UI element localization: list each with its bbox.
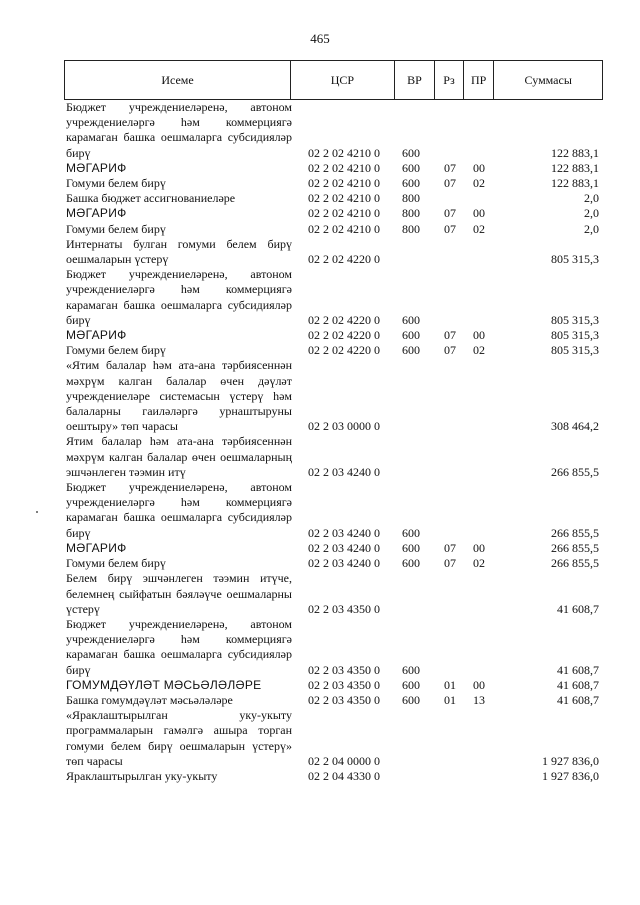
row-pr: 00 xyxy=(473,540,485,555)
row-name: «Яраклаштырылган уку-укыту программаларын гамәлгә ашыра торган гомуми белем бирү оешмаларын үстерү» төп чарасы xyxy=(66,708,292,768)
table-row xyxy=(64,571,603,617)
row-name: Интернаты булган гомуми белем бирү оешмаларын үстерү xyxy=(66,236,292,267)
row-rz: 01 xyxy=(444,677,456,692)
row-name: МӘГАРИФ xyxy=(66,160,127,175)
row-csr: 02 2 02 4210 0 xyxy=(308,145,380,160)
row-csr: 02 2 02 4210 0 xyxy=(308,221,380,236)
row-vr: 800 xyxy=(402,221,420,236)
row-vr: 600 xyxy=(402,525,420,540)
table-row xyxy=(64,617,603,678)
row-name: Бюджет учреждениеләренә, автоном учреждениеләргә һәм коммерциягә карамаган башка оешмаларга субсидияләр бирү xyxy=(66,616,292,677)
row-sum: 805 315,3 xyxy=(551,252,599,267)
header-sum: Суммасы xyxy=(493,61,602,99)
row-csr: 02 2 04 0000 0 xyxy=(308,753,380,768)
row-sum: 2,0 xyxy=(584,221,599,236)
row-name: Гомуми белем бирү xyxy=(66,176,166,191)
table-row xyxy=(64,100,603,161)
row-rz: 01 xyxy=(444,692,456,707)
row-csr: 02 2 03 4240 0 xyxy=(308,464,380,479)
header-pr: ПР xyxy=(463,61,494,99)
row-name: МӘГАРИФ xyxy=(66,328,127,343)
row-csr: 02 2 03 4240 0 xyxy=(308,556,380,571)
table-row xyxy=(64,358,603,434)
table-row xyxy=(64,556,603,571)
row-pr: 00 xyxy=(473,206,485,221)
row-name: Бюджет учреждениеләренә, автоном учреждениеләргә һәм коммерциягә карамаган башка оешмаларга субсидияләр бирү xyxy=(66,267,292,327)
row-csr: 02 2 03 4350 0 xyxy=(308,677,380,692)
row-vr: 600 xyxy=(402,662,420,677)
row-vr: 800 xyxy=(402,206,420,221)
table-row xyxy=(64,708,603,769)
table-row xyxy=(64,206,603,221)
row-sum: 308 464,2 xyxy=(551,419,599,434)
row-vr: 600 xyxy=(402,677,420,692)
row-name: Гомуми белем бирү xyxy=(66,221,166,236)
table-row xyxy=(64,693,603,708)
row-csr: 02 2 03 4350 0 xyxy=(308,662,380,677)
table-header xyxy=(64,60,603,100)
row-sum: 41 608,7 xyxy=(557,601,599,616)
row-name: Башка гомумдәүләт мәсьәләләре xyxy=(66,692,233,707)
row-vr: 600 xyxy=(402,556,420,571)
row-rz: 07 xyxy=(444,206,456,221)
row-name: МӘГАРИФ xyxy=(66,540,127,555)
row-sum: 266 855,5 xyxy=(551,540,599,555)
header-rz: Рз xyxy=(434,61,463,99)
row-name: Ятим балалар һәм ата-ана тәрбиясеннән мәхрүм калган балалар өчен оешмаларның эшчәнлеген тәэмин итү xyxy=(66,434,292,479)
scan-speck xyxy=(36,511,38,513)
row-csr: 02 2 02 4220 0 xyxy=(308,252,380,267)
row-vr: 600 xyxy=(402,343,420,358)
row-csr: 02 2 03 4350 0 xyxy=(308,692,380,707)
row-csr: 02 2 03 4350 0 xyxy=(308,601,380,616)
row-csr: 02 2 02 4210 0 xyxy=(308,191,380,206)
row-sum: 266 855,5 xyxy=(551,464,599,479)
row-rz: 07 xyxy=(444,160,456,175)
row-vr: 600 xyxy=(402,540,420,555)
row-name: Бюджет учреждениеләренә, автоном учреждениеләргә һәм коммерциягә карамаган башка оешмаларга субсидияләр бирү xyxy=(66,480,292,540)
table-row xyxy=(64,769,603,784)
header-name: Исеме xyxy=(161,72,194,87)
page-number: 465 xyxy=(310,31,330,46)
row-rz: 07 xyxy=(444,176,456,191)
row-name: Белем бирү эшчәнлеген тәэмин итүче, белемнең сыйфатын бәяләүче оешмаларны үстерү xyxy=(66,571,292,616)
table-row xyxy=(64,434,603,480)
row-rz: 07 xyxy=(444,343,456,358)
row-csr: 02 2 03 0000 0 xyxy=(308,419,380,434)
row-name: Бюджет учреждениеләренә, автоном учреждениеләргә һәм коммерциягә карамаган башка оешмаларга субсидияләр бирү xyxy=(66,100,292,160)
row-vr: 600 xyxy=(402,692,420,707)
row-vr: 600 xyxy=(402,160,420,175)
table-row xyxy=(64,267,603,328)
row-rz: 07 xyxy=(444,221,456,236)
row-pr: 00 xyxy=(473,160,485,175)
row-sum: 805 315,3 xyxy=(551,312,599,327)
row-sum: 41 608,7 xyxy=(557,692,599,707)
row-rz: 07 xyxy=(444,328,456,343)
table-row xyxy=(64,328,603,343)
row-vr: 600 xyxy=(402,328,420,343)
row-pr: 02 xyxy=(473,221,485,236)
row-name: Гомуми белем бирү xyxy=(66,556,166,571)
row-vr: 600 xyxy=(402,176,420,191)
row-name: МӘГАРИФ xyxy=(66,206,127,221)
row-pr: 02 xyxy=(473,176,485,191)
row-pr: 02 xyxy=(473,343,485,358)
row-csr: 02 2 04 4330 0 xyxy=(308,768,380,783)
row-sum: 1 927 836,0 xyxy=(542,753,599,768)
row-csr: 02 2 03 4240 0 xyxy=(308,525,380,540)
row-vr: 600 xyxy=(402,145,420,160)
row-name: «Ятим балалар һәм ата-ана тәрбиясеннән мәхрүм калган балалар өчен дәүләт учреждениеләре системасын үстерү һәм балаларны гаиләләргә урнаштыруны оештыру» төп чарасы xyxy=(66,358,292,434)
row-pr: 00 xyxy=(473,677,485,692)
row-sum: 2,0 xyxy=(584,191,599,206)
row-vr: 800 xyxy=(402,191,420,206)
table-row xyxy=(64,480,603,541)
table-body xyxy=(64,100,603,784)
row-csr: 02 2 02 4220 0 xyxy=(308,312,380,327)
row-sum: 805 315,3 xyxy=(551,328,599,343)
table-row xyxy=(64,161,603,176)
row-csr: 02 2 02 4220 0 xyxy=(308,328,380,343)
row-csr: 02 2 02 4210 0 xyxy=(308,206,380,221)
row-name: Яраклаштырылган уку-укыту xyxy=(66,768,218,783)
budget-table xyxy=(64,60,603,784)
row-sum: 266 855,5 xyxy=(551,556,599,571)
row-rz: 07 xyxy=(444,556,456,571)
row-sum: 122 883,1 xyxy=(551,160,599,175)
row-vr: 600 xyxy=(402,312,420,327)
row-pr: 00 xyxy=(473,328,485,343)
table-row xyxy=(64,237,603,267)
row-name: ГОМУМДӘҮЛӘТ МӘСЬӘЛӘЛӘРЕ xyxy=(66,677,262,692)
row-name: Башка бюджет ассигнованиеләре xyxy=(66,191,236,206)
row-sum: 122 883,1 xyxy=(551,145,599,160)
row-sum: 1 927 836,0 xyxy=(542,768,599,783)
row-csr: 02 2 02 4210 0 xyxy=(308,176,380,191)
row-sum: 41 608,7 xyxy=(557,662,599,677)
row-pr: 13 xyxy=(473,692,485,707)
row-sum: 41 608,7 xyxy=(557,677,599,692)
row-pr: 02 xyxy=(473,556,485,571)
table-row xyxy=(64,541,603,556)
table-row xyxy=(64,222,603,237)
row-name: Гомуми белем бирү xyxy=(66,343,166,358)
table-row xyxy=(64,343,603,358)
header-csr: ЦСР xyxy=(290,61,394,99)
table-row xyxy=(64,678,603,693)
row-sum: 122 883,1 xyxy=(551,176,599,191)
row-csr: 02 2 02 4220 0 xyxy=(308,343,380,358)
row-rz: 07 xyxy=(444,540,456,555)
row-csr: 02 2 03 4240 0 xyxy=(308,540,380,555)
row-sum: 2,0 xyxy=(584,206,599,221)
row-sum: 805 315,3 xyxy=(551,343,599,358)
table-row xyxy=(64,176,603,191)
row-sum: 266 855,5 xyxy=(551,525,599,540)
table-row xyxy=(64,191,603,206)
header-vr: ВР xyxy=(394,61,434,99)
row-csr: 02 2 02 4210 0 xyxy=(308,160,380,175)
